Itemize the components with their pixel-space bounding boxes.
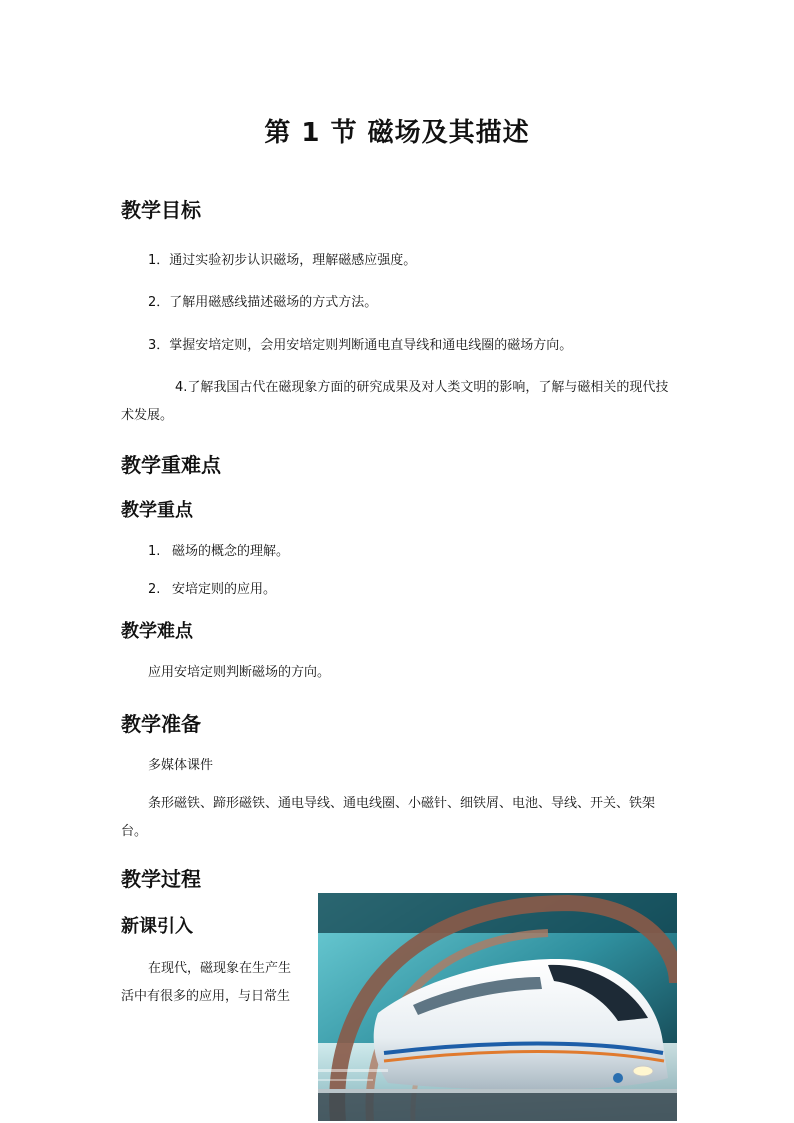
key-points-heading: 教学重点 [121, 500, 193, 521]
key-difficult-heading: 教学重难点 [121, 453, 221, 477]
objective-text: 掌握安培定则，会用安培定则判断通电直导线和通电线圈的磁场方向。 [169, 338, 573, 353]
maglev-train-image [318, 893, 677, 1121]
objective-text: 了解我国古代在磁现象方面的研究成果及对人类文明的影响，了解与磁相关的现代技术发展。 [121, 380, 669, 423]
key-point-text: 安培定则的应用。 [172, 582, 277, 597]
objective-text: 了解用磁感线描述磁场的方式方法。 [169, 295, 378, 310]
intro-text-line: 在现代，磁现象在生产生 [148, 961, 292, 976]
objective-number: 4. [175, 380, 188, 395]
objective-number: 3． [148, 338, 170, 353]
difficult-points-heading: 教学难点 [121, 621, 193, 642]
key-point-number: 1. [148, 544, 161, 559]
page-title: 第 1 节 磁场及其描述 [264, 118, 530, 148]
headlight [633, 1066, 653, 1076]
objective-item [148, 332, 572, 360]
difficult-point-text: 应用安培定则判断磁场的方向。 [148, 665, 331, 680]
preparation-line: 多媒体课件 [148, 758, 214, 773]
objective-text: 通过实验初步认识磁场，理解磁感应强度。 [169, 253, 417, 268]
key-point-item [148, 576, 276, 604]
intro-text-line: 活中有很多的应用，与日常生 [121, 989, 291, 1004]
preparation-materials: 条形磁铁、蹄形磁铁、通电导线、通电线圈、小磁针、细铁屑、电池、导线、开关、铁架台。 [121, 796, 656, 839]
preparation-heading: 教学准备 [121, 712, 201, 736]
objective-item [148, 289, 377, 317]
key-point-text: 磁场的概念的理解。 [172, 544, 290, 559]
objective-item [148, 247, 416, 275]
key-point-number: 2. [148, 582, 161, 597]
train-illustration [318, 893, 677, 1121]
intro-heading: 新课引入 [121, 916, 193, 937]
objectives-heading: 教学目标 [121, 198, 201, 222]
key-point-item [148, 538, 289, 566]
process-heading: 教学过程 [121, 867, 201, 891]
guideway [318, 1089, 677, 1121]
objective-number: 1． [148, 253, 170, 268]
objective-number: 2． [148, 295, 170, 310]
objective-item [121, 374, 677, 430]
